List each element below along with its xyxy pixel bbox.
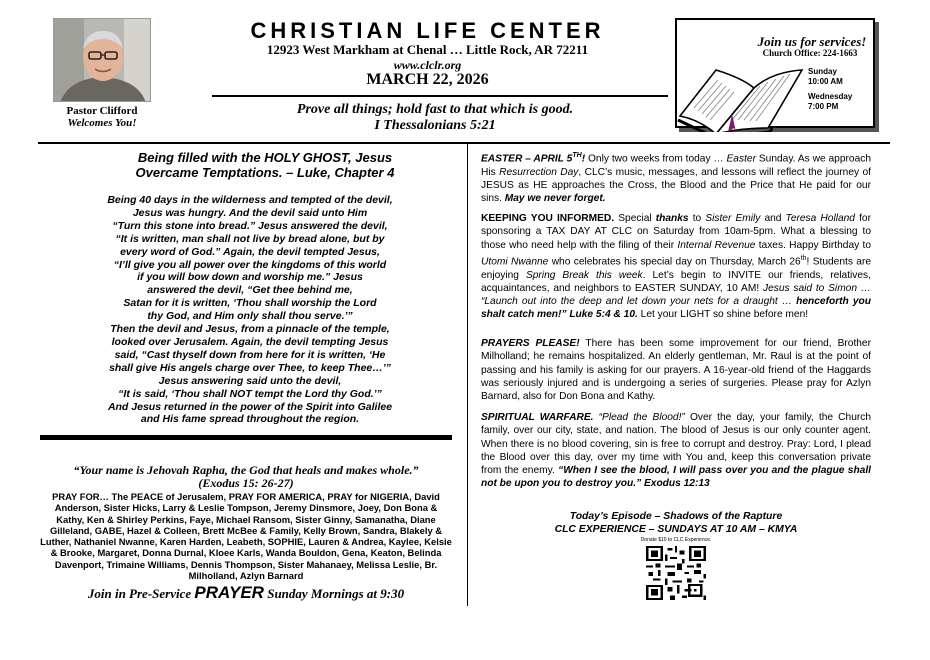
easter-text: Resurrection Day (499, 166, 579, 178)
church-address: 12923 West Markham at Chenal … Little Rock, AR 72211 (266, 42, 589, 57)
services-title: Join us for services! (757, 34, 867, 49)
easter-paragraph (481, 149, 871, 206)
episode-title: Today’s Episode – Shadows of the Rapture (569, 511, 783, 522)
keeping-emphasis: henceforth you shalt catch men!” Luke 5:4 & 10. (481, 296, 871, 321)
easter-text: , CLC’s music, messages, and lessons will reflect the journey of JESUS as HE approaches the Cross, the Blood and the Price that He paid for our sins. (481, 166, 872, 205)
keeping-text: Teresa Holland (785, 213, 855, 224)
theme-verse: Prove all things; hold fast to that which is good. (296, 102, 574, 117)
open-bible-icon (676, 58, 806, 132)
easter-heading-sup: TH (572, 152, 582, 159)
bulletin-date: MARCH 22, 2026 (366, 71, 489, 88)
keeping-text: for sponsoring a TAX DAY AT CLC on Saturday from 10am-5pm. What a blessing to those who need help with the filing of their (481, 213, 871, 251)
keeping-text: Jesus said to Simon … “Launch out into the deep and let down your nets for a draught … (481, 282, 871, 308)
qr-code-icon[interactable] (646, 546, 706, 600)
church-office-phone: Church Office: 224-1663 (762, 48, 858, 58)
left-title-line-1: Being filled with the HOLY GHOST, Jesus (137, 150, 393, 165)
keeping-informed-paragraph (481, 212, 871, 322)
warfare-heading: SPIRITUAL WARFARE. (481, 412, 594, 423)
jehovah-rapha-reference: (Exodus 15: 26-27) (198, 476, 294, 490)
easter-text: Easter (726, 153, 756, 165)
prayer-list: PRAY FOR… The PEACE of Jerusalem, PRAY FOR AMERICA, PRAY for NIGERIA, David Anderson, Sister Hicks, Larry & Leslie Tompson, Jeremy Dinsmore, Joey, Don Bona & Kathy, Ken & Shirley Perkins, Faye, Michael Ransom, Sister Ginny, Samanatha, Diane Gilleland, GABE, Hazel & Colleen, Brett McBee & Family, Kelly Brown, Sandra, Blakely & Luther, Nathaniel Nwanne, Karen Harden, Leabeth, SOPHIE, Lauren & Andrea, Kaylee, Kelsie & Brooke, Margaret, Donna Durnal, Kloee Karls, Wanda Bouldon, Gena, Keaton, Belinda Davenport, Trimaine Williams, Dennis Thompson, Sister Mahanaey, Melissa Leslie, Br. Milholland, Azlyn Barnard (40, 491, 452, 582)
keeping-text: and (760, 213, 786, 224)
keeping-heading: KEEPING YOU INFORMED. (481, 213, 615, 224)
keeping-text: Sister Emily (705, 213, 761, 224)
keeping-text: to (688, 213, 706, 224)
easter-heading-end: ! (581, 153, 586, 165)
keeping-text: Special (614, 213, 656, 224)
keeping-text: ! Students are enjoying (481, 256, 872, 281)
keeping-text: Internal Revenue (677, 239, 756, 251)
keeping-text: Utomi Nwanne (481, 256, 549, 268)
episode-broadcast: CLC EXPERIENCE – SUNDAYS AT 10 AM – KMYA (554, 524, 798, 535)
keeping-text: who celebrates his special day on Thursday, March 26 (548, 256, 801, 268)
sunday-label: Sunday (808, 67, 837, 76)
wednesday-label: Wednesday (808, 92, 853, 101)
church-name: CHRISTIAN LIFE CENTER (250, 18, 605, 43)
pastor-welcome: Welcomes You! (67, 117, 137, 129)
keeping-text: th (800, 254, 807, 262)
pastor-name: Pastor Clifford (66, 105, 138, 117)
left-divider (40, 435, 452, 440)
prayers-text: There has been some improvement for our friend, Brother Milholland; he remains hospitalized. An elderly gentleman, Mr. Raul is at the point of passing and his family is asking for our prayers. A 16-year-old friend of the Haggards was seriously injured and is undergoing a series of surgeries. Please pray for Azlyn Barnard, also for Don Bona and Kathy. (481, 338, 871, 403)
warfare-text: “Plead the Blood!” (593, 412, 685, 423)
preservice-prayer (40, 583, 452, 603)
pastor-photo (53, 18, 151, 102)
prayers-paragraph (481, 337, 871, 403)
easter-emphasis: May we never forget. (504, 193, 606, 205)
wednesday-time: 7:00 PM (808, 102, 839, 111)
keeping-text: thanks (655, 213, 689, 224)
keeping-text: Let your LIGHT so shine before men! (637, 309, 809, 321)
column-divider (467, 144, 468, 606)
easter-heading: EASTER – APRIL 5 (481, 153, 573, 165)
church-website[interactable]: www.clclr.org (393, 58, 462, 72)
keeping-text: . Let’s begin to INVITE our friends, relatives, acquaintances, and neighbors to EASTER SUNDAY, 10 AM! (481, 269, 871, 294)
spiritual-warfare-paragraph (481, 411, 871, 491)
scripture-passage: Being 40 days in the wilderness and tempted of the devil, Jesus was hungry. And the devil said unto Him “Turn this stone into bread.” Jesus answered the devil, “It is written, man shall not live by bread alone, but by every word of God.” Again, the devil tempted Jesus, “I’ll give you all power over the kingdoms of this world if you will bow down and worship me.” Jesus answered the devil, “Get thee behind me, Satan for it is written, ‘Thou shall worship the Lord thy God, and Him only shall thou serve.’” Then the devil and Jesus, from a pinnacle of the temple, looked over Jerusalem. Again, the devil tempting Jesus said, “Cast thyself down from here for it is written, ‘He shall give His angels charge over Thee, to keep Thee…’” Jesus answering said unto the devil, “It is said, ‘Thou shall NOT tempt the Lord thy God.’” And Jesus returned in the power of the Spirit into Galilee and His fame spread throughout the region. (107, 194, 393, 426)
preservice-pre: Join in Pre-Service (87, 586, 192, 601)
warfare-emphasis: “When I see the blood, I will pass over you and the plague shall not be upon you to destroy you.” Exodus 12:13 (481, 465, 871, 490)
preservice-post: Sunday Mornings at 9:30 (267, 586, 405, 601)
theme-verse-reference: I Thessalonians 5:21 (374, 118, 496, 133)
left-title-line-2: Overcame Temptations. – Luke, Chapter 4 (135, 165, 395, 180)
keeping-text: Spring Break this week (525, 269, 643, 281)
jehovah-rapha-quote: “Your name is Jehovah Rapha, the God that heals and makes whole.” (73, 463, 419, 477)
prayers-heading: PRAYERS PLEASE! (481, 338, 580, 349)
top-divider (38, 142, 890, 144)
preservice-prayer-word: PRAYER (194, 583, 264, 602)
sunday-time: 10:00 AM (808, 77, 843, 86)
easter-text: Sunday. As we approach His (481, 153, 871, 178)
keeping-text: taxes. Happy Birthday to (755, 239, 871, 251)
header-divider (212, 95, 668, 97)
left-article-title (80, 150, 450, 180)
warfare-text: Over the day, your family, the Church family, over our city, state, and nation. The blood of Jesus is our only counter agent. When there is no blood covering, sin is free to corrupt and destroy. Pray: Lord, I plead the Blood over this day, over my time with You and, keep this conversation private from the enemy. (481, 412, 872, 477)
donate-note: Donate $10 to CLC Experience. (640, 537, 712, 543)
easter-text: Only two weeks from today … (585, 153, 727, 165)
